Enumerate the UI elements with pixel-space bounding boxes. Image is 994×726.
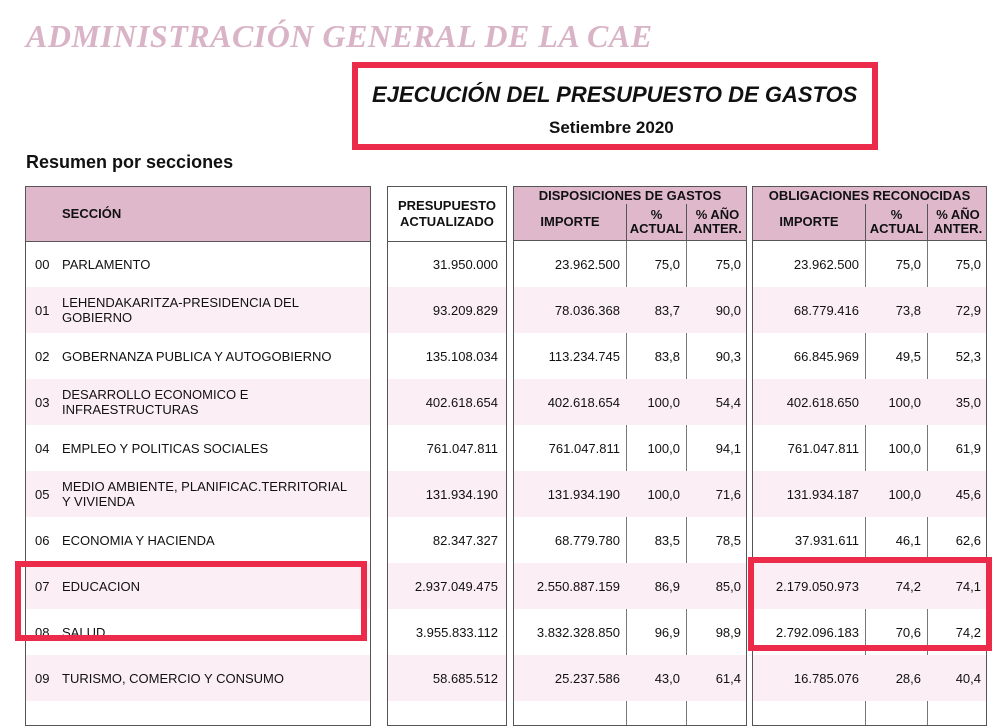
disp-anter-label-1: % AÑO (695, 207, 740, 222)
presupuesto-header-line2: ACTUALIZADO (400, 214, 494, 229)
section-name-line: Y VIVIENDA (62, 494, 135, 509)
obl-anter-value: 72,9 (955, 302, 981, 318)
disp-actual-header (626, 204, 686, 241)
obl-importe-value: 66.845.969 (793, 348, 859, 364)
table-row (514, 287, 746, 333)
section-name-line: DESARROLLO ECONOMICO E (62, 387, 249, 402)
table-row (753, 655, 986, 701)
section-name-line: TURISMO, COMERCIO Y CONSUMO (62, 670, 284, 686)
disp-importe-label: IMPORTE (540, 214, 600, 229)
table-row (388, 563, 506, 609)
section-code: 09 (35, 670, 50, 686)
disp-actual-value: 83,5 (654, 532, 680, 548)
obl-anter-header (927, 204, 987, 241)
table-row (514, 471, 746, 517)
disp-anter-value: 85,0 (715, 578, 741, 594)
obl-anter-value: 74,1 (955, 578, 981, 594)
disp-anter-value: 54,4 (715, 394, 741, 410)
presupuesto-panel (387, 186, 507, 726)
section-code: 03 (35, 394, 50, 410)
disp-anter-value: 98,9 (715, 624, 741, 640)
obl-actual-header (865, 204, 927, 241)
disp-actual-value: 83,7 (654, 302, 680, 318)
disp-anter-value: 90,0 (715, 302, 741, 318)
org-title: ADMINISTRACIÓN GENERAL DE LA CAE (26, 18, 653, 54)
report-period: Setiembre 2020 (549, 118, 674, 137)
table-row (26, 425, 370, 471)
obl-anter-value: 52,3 (955, 348, 981, 364)
seccion-panel (25, 186, 371, 726)
obl-actual-value: 75,0 (895, 256, 921, 272)
section-code: 04 (35, 440, 50, 456)
disp-importe-value: 113.234.745 (548, 348, 620, 364)
table-row (753, 379, 986, 425)
table-row (388, 655, 506, 701)
obl-importe-header (753, 204, 865, 241)
obl-anter-value: 35,0 (955, 394, 981, 410)
disp-actual-label-1: % (650, 207, 663, 222)
obl-actual-value: 70,6 (895, 624, 921, 640)
table-row (753, 471, 986, 517)
obl-importe-value: 2.792.096.183 (775, 624, 859, 640)
section-code: 02 (35, 348, 50, 364)
table-row (753, 241, 986, 287)
table-row (26, 517, 370, 563)
disp-actual-value: 43,0 (654, 670, 680, 686)
section-code: 01 (35, 302, 50, 318)
obl-actual-value: 100,0 (888, 440, 921, 456)
obl-anter-label-1: % AÑO (936, 207, 980, 222)
table-row (26, 655, 370, 701)
presupuesto-value: 2.937.049.475 (414, 578, 498, 594)
disp-importe-value: 23.962.500 (554, 256, 620, 272)
section-name (62, 333, 367, 379)
report-title: EJECUCIÓN DEL PRESUPUESTO DE GASTOS (372, 82, 858, 107)
section-heading: Resumen por secciones (26, 152, 234, 172)
presupuesto-value: 58.685.512 (432, 670, 498, 686)
table-row (26, 287, 370, 333)
table-row (388, 471, 506, 517)
obl-importe-value: 16.785.076 (793, 670, 859, 686)
obl-actual-value: 46,1 (895, 532, 921, 548)
presupuesto-value: 82.347.327 (432, 532, 498, 548)
disp-anter-value: 78,5 (715, 532, 741, 548)
table-row (388, 609, 506, 655)
section-name (62, 517, 367, 563)
obl-importe-value: 761.047.811 (787, 440, 859, 456)
table-row (26, 379, 370, 425)
obl-anter-value: 75,0 (955, 256, 981, 272)
section-name-line: LEHENDAKARITZA-PRESIDENCIA DEL GOBIERNO (62, 295, 299, 325)
disp-anter-value: 94,1 (715, 440, 741, 456)
disp-actual-label-2: ACTUAL (629, 221, 684, 236)
disp-importe-value: 68.779.780 (554, 532, 620, 548)
table-row (514, 563, 746, 609)
table-row (514, 333, 746, 379)
obl-anter-value: 62,6 (955, 532, 981, 548)
section-name (62, 379, 367, 425)
table-row (388, 241, 506, 287)
highlight-box-educacion-salud (15, 561, 367, 641)
obl-actual-label-1: % (890, 207, 903, 222)
table-row (753, 287, 986, 333)
presupuesto-value: 31.950.000 (432, 256, 498, 272)
obl-actual-value: 100,0 (888, 486, 921, 502)
disp-importe-value: 25.237.586 (554, 670, 620, 686)
obl-importe-value: 23.962.500 (793, 256, 859, 272)
section-name (62, 655, 367, 701)
section-name-line: GOBERNANZA PUBLICA Y AUTOGOBIERNO (62, 348, 332, 364)
table-row (388, 287, 506, 333)
table-row (753, 425, 986, 471)
presupuesto-header-line1: PRESUPUESTO (397, 198, 496, 213)
disp-actual-value: 83,8 (654, 348, 680, 364)
disp-importe-value: 78.036.368 (554, 302, 620, 318)
obl-anter-value: 45,6 (955, 486, 981, 502)
presupuesto-value: 402.618.654 (425, 394, 498, 410)
section-name-line: MEDIO AMBIENTE, PLANIFICAC.TERRITORIAL (62, 479, 348, 494)
section-name-line: SALUD (62, 624, 106, 640)
obl-importe-value: 37.931.611 (794, 532, 859, 548)
section-code: 08 (35, 624, 50, 640)
disp-actual-value: 96,9 (654, 624, 680, 640)
table-row (26, 471, 370, 517)
presupuesto-value: 3.955.833.112 (415, 624, 498, 640)
presupuesto-value: 131.934.190 (425, 486, 498, 502)
section-code: 05 (35, 486, 50, 502)
obligaciones-group-header: OBLIGACIONES RECONOCIDAS (753, 187, 986, 205)
disposiciones-panel (513, 186, 747, 726)
obl-importe-value: 402.618.650 (786, 394, 859, 410)
section-name (62, 241, 367, 287)
table-row (514, 517, 746, 563)
table-row (26, 333, 370, 379)
seccion-header (26, 187, 370, 242)
section-name (62, 471, 367, 517)
obl-importe-label: IMPORTE (779, 214, 839, 229)
disp-anter-value: 61,4 (715, 670, 741, 686)
obl-actual-value: 49,5 (895, 348, 921, 364)
obl-anter-value: 61,9 (955, 440, 981, 456)
disp-actual-value: 86,9 (654, 578, 680, 594)
section-name-line: EDUCACION (62, 578, 141, 594)
section-name-line: EMPLEO Y POLITICAS SOCIALES (62, 440, 269, 456)
section-name-line: INFRAESTRUCTURAS (62, 402, 199, 417)
disp-importe-value: 402.618.654 (547, 394, 620, 410)
obl-anter-value: 74,2 (955, 624, 981, 640)
disp-importe-value: 2.550.887.159 (536, 578, 620, 594)
table-row (388, 379, 506, 425)
section-code: 07 (35, 578, 50, 594)
disp-importe-value: 131.934.190 (547, 486, 620, 502)
presupuesto-value: 135.108.034 (425, 348, 498, 364)
section-code: 00 (35, 256, 50, 272)
obl-importe-value: 2.179.050.973 (775, 578, 859, 594)
table-row (514, 241, 746, 287)
obl-actual-value: 74,2 (895, 578, 921, 594)
table-row (388, 425, 506, 471)
disp-actual-value: 100,0 (647, 440, 680, 456)
table-row (26, 241, 370, 287)
obl-actual-value: 73,8 (895, 302, 921, 318)
presupuesto-value: 761.047.811 (426, 440, 498, 456)
disp-actual-value: 100,0 (647, 486, 680, 502)
highlight-box-obligaciones (748, 557, 992, 651)
presupuesto-header (388, 187, 506, 242)
table-row (388, 333, 506, 379)
obl-actual-label-2: ACTUAL (869, 221, 924, 236)
section-name (62, 287, 367, 333)
table-row (388, 517, 506, 563)
disp-actual-value: 75,0 (654, 256, 680, 272)
disp-anter-header (686, 204, 747, 241)
presupuesto-value: 93.209.829 (432, 302, 498, 318)
section-code: 06 (35, 532, 50, 548)
table-row (514, 655, 746, 701)
table-row (514, 425, 746, 471)
obl-anter-label-2: ANTER. (933, 221, 983, 236)
disp-importe-value: 3.832.328.850 (536, 624, 620, 640)
section-name-line: PARLAMENTO (62, 256, 151, 272)
obl-anter-value: 40,4 (955, 670, 981, 686)
disposiciones-group-header: DISPOSICIONES DE GASTOS (514, 187, 746, 205)
disp-anter-value: 71,6 (715, 486, 741, 502)
seccion-header-label: SECCIÓN (62, 206, 122, 221)
disp-anter-value: 75,0 (715, 256, 741, 272)
section-name (62, 425, 367, 471)
disp-anter-label-2: ANTER. (693, 221, 742, 236)
obl-importe-value: 68.779.416 (793, 302, 859, 318)
disp-importe-header (514, 204, 626, 241)
disp-anter-value: 90,3 (715, 348, 741, 364)
table-row (753, 333, 986, 379)
disp-actual-value: 100,0 (647, 394, 680, 410)
obl-importe-value: 131.934.187 (786, 486, 859, 502)
section-name-line: ECONOMIA Y HACIENDA (62, 532, 215, 548)
table-row (514, 379, 746, 425)
disp-importe-value: 761.047.811 (548, 440, 620, 456)
obl-actual-value: 28,6 (895, 670, 921, 686)
table-row (514, 609, 746, 655)
obl-actual-value: 100,0 (888, 394, 921, 410)
